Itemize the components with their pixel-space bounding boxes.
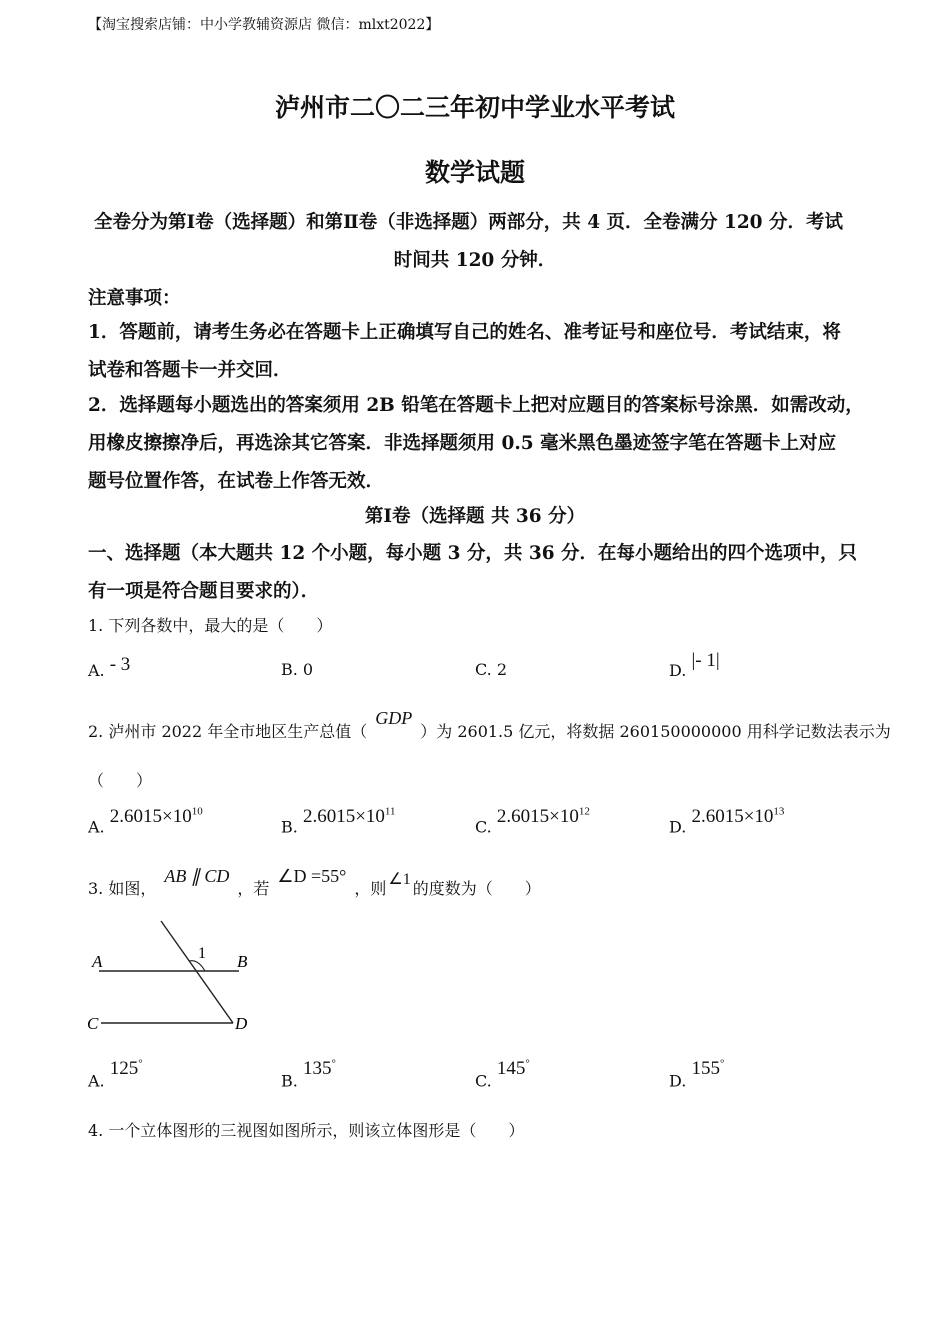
q1-option-b: B. 0	[281, 660, 314, 679]
option-label: A.	[88, 661, 105, 680]
option-label: D.	[669, 661, 687, 680]
option-label: C.	[475, 817, 492, 837]
page-header: 【淘宝搜索店铺：中小学教辅资源店 微信：mlxt2022】	[88, 17, 440, 33]
section-1-line-1: 一、选择题（本大题共 12 个小题，每小题 3 分，共 36 分．在每小题给出的四个选项中，只	[88, 543, 858, 564]
q2-c-value: $2.6015\times 10^{12}$	[496, 806, 590, 828]
q3-option-b	[281, 1058, 336, 1092]
q3-angle-1: ∠1	[388, 871, 411, 888]
option-label: D.	[669, 817, 687, 837]
q2-blank: （ ）	[88, 771, 153, 790]
label-angle-1: 1	[198, 945, 206, 962]
exam-title: 泸州市二〇二三年初中学业水平考试	[274, 93, 675, 122]
q4-stem: 4. 一个立体图形的三视图如图所示，则该立体图形是（ ）	[88, 1121, 525, 1140]
label-c: C	[87, 1014, 99, 1033]
option-label: A.	[88, 1071, 105, 1091]
transversal-line	[161, 921, 233, 1023]
label-a: A	[92, 952, 103, 971]
q3-option-c	[475, 1058, 530, 1092]
q1-option-d	[669, 650, 720, 682]
q2-gdp: GDP	[375, 708, 413, 728]
q3-c-value: 145°	[496, 1058, 530, 1080]
label-d: D	[235, 1014, 248, 1033]
notice-2-line-3: 题号位置作答，在试卷上作答无效．	[88, 471, 385, 492]
q3-stem-pre: 3. 如图，	[88, 879, 157, 898]
q3-d-value: 155°	[691, 1058, 725, 1080]
option-label: C.	[475, 1071, 492, 1091]
q3-a-value: 125°	[109, 1058, 143, 1080]
q3-stem-mid2: ，则	[354, 879, 387, 898]
part-1-title: 第Ⅰ卷（选择题 共 36 分）	[364, 506, 586, 527]
q1-a-value: - 3	[109, 654, 131, 675]
q2-stem-pre: 2. 泸州市 2022 年全市地区生产总值（	[88, 722, 368, 741]
option-label: D.	[669, 1071, 687, 1091]
option-label: A.	[88, 817, 105, 837]
q2-a-value: $2.6015\times 10^{10}$	[109, 806, 203, 828]
notice-2-line-2: 用橡皮擦擦净后，再选涂其它答案．非选择题须用 0.5 毫米黑色墨迹签字笔在答题卡上对应	[88, 433, 837, 454]
q3-option-a	[88, 1058, 143, 1092]
q3-figure	[85, 915, 265, 1040]
q3-b-value: 135°	[302, 1058, 336, 1080]
angle-1-arc	[189, 961, 205, 971]
notice-1-line-1: 1．答题前，请考生务必在答题卡上正确填写自己的姓名、准考证号和座位号．考试结束，将	[88, 322, 841, 343]
q2-option-b	[281, 806, 396, 838]
notice-title: 注意事项：	[88, 288, 181, 309]
intro-line-2: 时间共 120 分钟．	[393, 250, 557, 271]
q3-angle-d: ∠D =55°	[277, 866, 347, 886]
q3-option-d	[669, 1058, 725, 1092]
q2-b-value: $2.6015\times 10^{11}$	[302, 806, 396, 828]
q2-option-d	[669, 806, 785, 838]
q2-option-c	[475, 806, 590, 838]
q3-stem-post: 的度数为（ ）	[412, 879, 541, 898]
q2-d-value: $2.6015\times 10^{13}$	[691, 806, 785, 828]
label-b: B	[237, 952, 248, 971]
option-label: B.	[281, 1071, 298, 1091]
q3-stem-mid1: ，若	[237, 879, 270, 898]
q1-option-a	[88, 654, 131, 682]
q1-d-value: |- 1|	[691, 650, 720, 671]
intro-line-1: 全卷分为第Ⅰ卷（选择题）和第Ⅱ卷（非选择题）两部分，共 4 页．全卷满分 120 分．考试	[94, 212, 844, 233]
notice-2-line-1: 2．选择题每小题选出的答案须用 2B 铅笔在答题卡上把对应题目的答案标号涂黑．如需改动，	[88, 395, 864, 416]
q2-stem-post: ）为 2601.5 亿元，将数据 260150000000 用科学记数法表示为	[420, 722, 891, 741]
q3-ab-parallel-cd: AB ∥ CD	[164, 866, 230, 886]
q3-stem	[88, 866, 541, 899]
option-label: B.	[281, 817, 298, 837]
notice-1-line-2: 试卷和答题卡一并交回．	[88, 360, 292, 381]
q1-stem: 1. 下列各数中，最大的是（ ）	[88, 616, 333, 635]
q2-stem	[88, 708, 891, 742]
section-1-line-2: 有一项是符合题目要求的）．	[88, 581, 320, 602]
exam-subtitle: 数学试题	[424, 158, 525, 187]
q1-option-c: C. 2	[475, 660, 508, 679]
q2-option-a	[88, 806, 203, 838]
